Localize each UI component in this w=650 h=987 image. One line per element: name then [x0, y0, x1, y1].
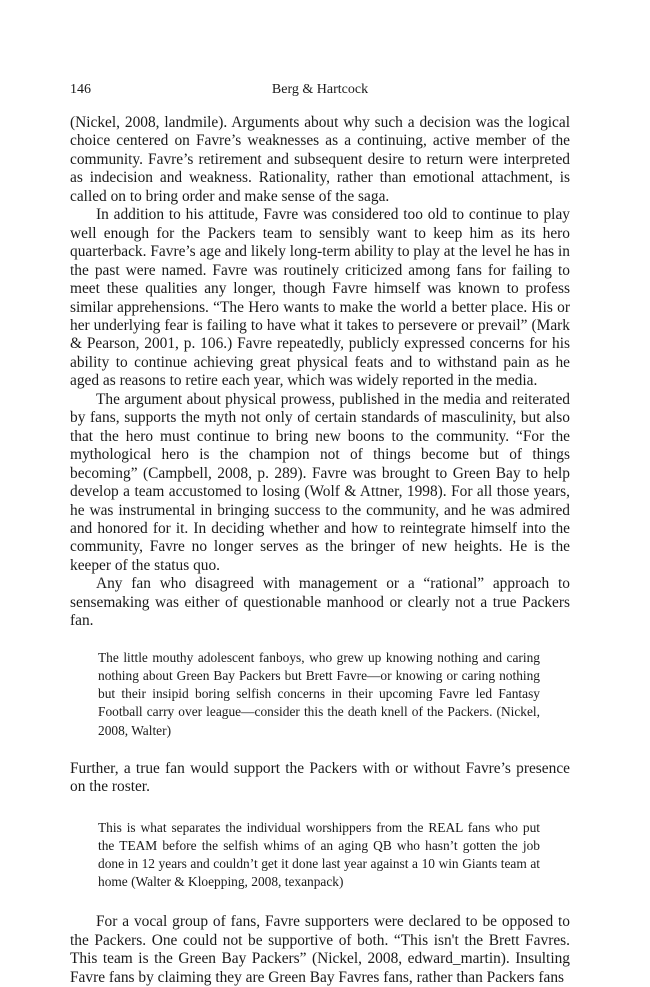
page-number: 146: [70, 82, 91, 97]
paragraph-1: (Nickel, 2008, landmile). Arguments about why such a decision was the logical choice centered on Favre’s weaknesses as a continuing, active member of the community. Favre’s retirement and subsequent desire to return were interpreted as indecision and weakness. Rationality, rather than emotional attachment, is called on to bring order and make sense of the saga.: [70, 114, 570, 205]
paragraph-3: The argument about physical prowess, published in the media and reiterated by fans, supports the myth not only of certain standards of masculinity, but also that the hero must continue to bring new boons to the community. “For the mythological hero is the champion not of things become but of things becoming” (Campbell, 2008, p. 289). Favre was brought to Green Bay to help develop a team accustomed to losing (Wolf & Attner, 1998). For all those years, he was instrumental in bringing success to the community, and he was admired and honored for it. In deciding whether and how to reintegrate himself into the community, Favre no longer serves as the bringer of new heights. He is the keeper of the status quo.: [70, 390, 570, 574]
paragraph-2: In addition to his attitude, Favre was considered too old to continue to play well enough for the Packers team to sensibly want to keep him as its hero quarterback. Favre’s age and likely long-term ability to play at the level he has in the past were named. Favre was routinely criticized among fans for failing to meet these qualities any longer, though Favre himself was known to profess similar apprehensions. “The Hero wants to make the world a better place. His or her underlying fear is failing to have what it takes to persevere or prevail” (Mark & Pearson, 2001, p. 106.) Favre repeatedly, publicly expressed concerns for his ability to continue achieving great physical feats and to withstand pain as he aged as reasons to retire each year, which was widely reported in the media.: [70, 206, 570, 390]
block-quote-2: This is what separates the individual worshippers from the REAL fans who put the TEAM before the selfish whims of an aging QB who hasn’t gotten the job done in 12 years and couldn’t get it done last year against a 10 win Giants team at home (Walter & Kloepping, 2008, texanpack): [98, 819, 540, 890]
block-quote-1: The little mouthy adolescent fanboys, who grew up knowing nothing and caring nothing about Green Bay Packers but Brett Favre—or knowing or caring nothing but their insipid boring selfish concerns in their upcoming Favre led Fantasy Football carry over league—consider this the death knell of the Packers. (Nickel, 2008, Walter): [98, 649, 540, 738]
final-paragraph: For a vocal group of fans, Favre supporters were declared to be opposed to the Packers. One could not be supportive of both. “This isn't the Brett Favres. This team is the Green Bay Packers” (Nickel, 2008, edward_martin). Insulting Favre fans by claiming they are Green Bay Favres fans, rather than Packers fans: [70, 913, 570, 986]
paragraph-after-quote-1: Further, a true fan would support the Packers with or without Favre’s presence on the roster.: [70, 759, 570, 796]
running-head: Berg & Hartcock: [271, 82, 369, 97]
paragraph-4: Any fan who disagreed with management or a “rational” approach to sensemaking was either of questionable manhood or clearly not a true Packers fan.: [70, 575, 570, 630]
article-body: [70, 114, 570, 987]
page-header: [70, 82, 570, 102]
